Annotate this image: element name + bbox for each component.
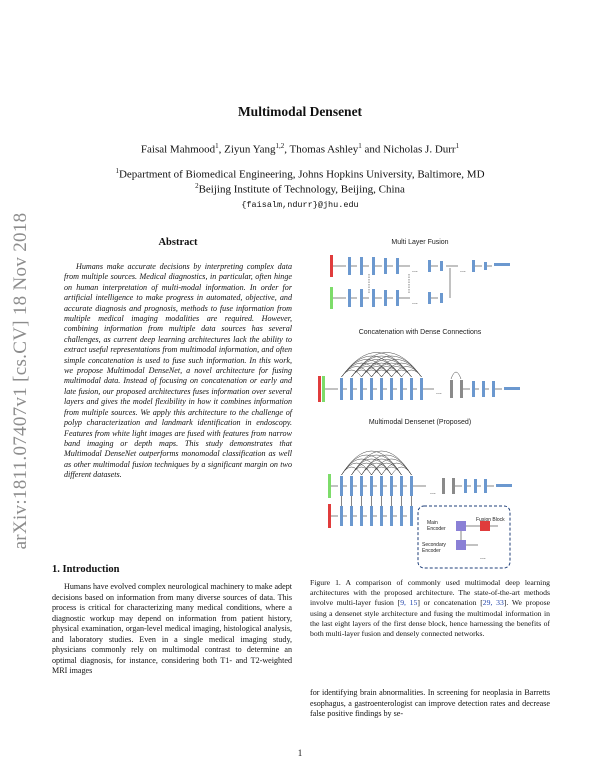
ellipsis-label: ... [460,267,466,274]
layer-block [440,261,443,271]
layer-block [372,289,375,307]
layer-block [400,476,403,496]
caption-text: ] or concatenation [ [417,598,483,608]
inset-secondary-encoder-label: Secondary Encoder [422,542,446,554]
layer-block [360,476,363,496]
layer-block [360,506,363,526]
inset-main-encoder-label: Main Encoder [427,520,446,532]
introduction-continuation: for identifying brain abnormalities. In screening for neoplasia in Barretts esophagus, a gastroenterologist can improve detection rates and decrease false positive findings by se- [310,688,550,718]
layer-block [400,506,403,526]
layer-block [410,506,413,526]
layer-block [410,378,413,400]
abstract-heading: Abstract [158,237,198,248]
input-block-red [330,255,333,277]
fusion-block-inset [418,506,510,568]
panel-title-concatenation: Concatenation with Dense Connections [358,329,482,336]
layer-block [372,257,375,275]
layer-block [384,290,387,306]
author-separator: , [218,143,225,156]
arxiv-identifier [10,196,32,566]
ellipsis-label: ... [436,389,442,396]
transition-block [452,478,455,494]
author-name: Thomas Ashley [289,143,359,156]
layer-block [340,506,343,526]
ellipsis-label: ... [480,554,486,561]
layer-block [370,506,373,526]
layer-block [350,506,353,526]
ellipsis-label: ... [412,267,418,274]
panel-title-multi-layer-fusion: Multi Layer Fusion [391,239,449,246]
affiliation-text: Department of Biomedical Engineering, Johns Hopkins University, Baltimore, MD [118,168,485,181]
paper-title: Multimodal Densenet [237,104,363,119]
layer-block [380,506,383,526]
author-name: Nicholas J. Durr [383,143,456,156]
layer-block [360,289,363,307]
layer-block [350,476,353,496]
input-block-red [318,376,321,402]
author-affiliation-mark: 1 [358,142,362,150]
page-number: 1 [297,748,303,758]
dense-connection-arc [402,370,422,377]
citation-link[interactable]: 9, 15 [400,598,418,608]
layer-block [440,293,443,303]
input-block-red [328,504,331,528]
introduction-body: Humans have evolved complex neurological machinery to make adept decisions based on information from many diverse sources of data. This process is critical for characterizing many medical conditions, where a diagnostic workup may depend on information from patient history, physical examination, organ-level medical imaging, histological analysis, and laboratory studies. Even in a single medical imaging study, physicians commonly rely on multimodal contrast to determine an optimal diagnosis, for instance, considering both T1- and T2-weighted MRI images [52,582,292,675]
panel-title-multimodal-densenet: Multimodal Densenet (Proposed) [368,419,472,426]
ellipsis-label: ... [430,489,436,496]
author-affiliation-mark: 1 [215,142,219,150]
layer-block [472,381,475,397]
dense-connection-arc [392,467,412,475]
figure-1 [310,234,550,570]
dense-connection-arc [451,372,461,379]
output-bar [504,387,520,390]
layer-block [340,476,343,496]
layer-block [492,381,495,397]
author-name: Faisal Mahmood [140,143,216,156]
author-affiliation-mark: 1,2 [275,142,285,150]
input-block-green [330,287,333,309]
abstract-text [64,262,292,481]
layer-block [360,257,363,275]
output-bar [496,484,512,487]
figure-label: Figure 1. [310,578,341,587]
inset-fusion-block-label: Fusion Block [476,517,505,523]
layer-block [348,257,351,275]
author-separator: and [361,143,384,156]
layer-block [380,378,383,400]
layer-block [484,262,487,270]
introduction-paragraph [52,582,292,677]
layer-block [340,378,343,400]
author-list [0,142,600,156]
layer-block [380,476,383,496]
affiliation [0,182,600,196]
layer-block [390,378,393,400]
output-bar [494,263,510,266]
layer-block [370,476,373,496]
transition-block [460,380,463,398]
secondary-encoder-block [456,540,466,550]
author-email: {faisalm,ndurr}@jhu.edu [241,200,359,210]
layer-block [400,378,403,400]
section-heading-introduction: 1. Introduction [52,564,120,575]
input-block-green [322,376,325,402]
layer-block [390,476,393,496]
transition-block [450,380,453,398]
abstract-body: Humans make accurate decisions by interpreting complex data from multiple sources. Medical diagnostics, in particular, often hinge on human interpretation of multi-modal information. In order for artificial intelligence to make progress in automated, objective, and accurate diagnosis and prognosis, methods to fuse information from multiple medical imaging modalities are required. However, combining information from multiple data sources has several challenges, as current deep learning architectures lack the ability to extract useful representations from multimodal information, and often simple concatenation is used to fuse such information. In this work, we propose Multimodal DenseNet, a novel architecture for fusing multimodal data. Instead of focusing on concatenation or early and late fusion, our proposed architectures fuses information over several layers and gives the model flexibility in how it combines information from multiple sources. We apply this architecture to the challenge of polyp characterization and landmark identification in endoscopy. Features from white light images are fused with features from narrow band imaging or depth maps. This study demonstrates that Multimodal DenseNet outperforms monomodal classification as well as other multimodal fusion techniques by a significant margin on two different datasets. [64,262,292,480]
layer-block [348,289,351,307]
layer-block [360,378,363,400]
affiliation-number: 2 [195,182,199,190]
layer-block [390,506,393,526]
caption-text: ]. We propose using a densenet style architecture and fusing the multimodal information in the last eight layers of the first dense block, hence harnessing the benefits of both multi-layer fusion and densely connected networks. [310,598,551,639]
author-affiliation-mark: 1 [455,142,460,150]
author-name: Ziyun Yang [224,143,276,156]
layer-block [396,258,399,274]
transition-block [442,478,445,494]
affiliation-text: Beijing Institute of Technology, Beijing, China [198,183,405,196]
layer-block [428,260,431,272]
layer-block [350,378,353,400]
layer-block [484,479,487,493]
layer-block [370,378,373,400]
ellipsis-label: ... [412,299,418,306]
layer-block [410,476,413,496]
affiliation-number: 1 [115,167,119,175]
architecture-diagram [310,234,550,570]
layer-block [396,290,399,306]
layer-block [428,292,431,304]
layer-block [474,479,477,493]
layer-block [464,479,467,493]
main-encoder-block [456,521,466,531]
arxiv-identifier-text: arXiv:1811.07407v1 [cs.CV] 18 Nov 2018 [10,212,31,550]
caption-text: A comparison of commonly used multimodal deep learning architectures with the proposed architecture. The state-of-the-art methods involve multi-layer fusion [ [310,578,551,608]
figure-caption [310,578,550,639]
layer-block [384,258,387,274]
author-separator: , [284,143,290,156]
citation-link[interactable]: 29, 33 [482,598,504,608]
input-block-green [328,474,331,498]
layer-block [472,260,475,272]
layer-block [420,378,423,400]
affiliation [0,167,600,181]
layer-block [482,381,485,397]
